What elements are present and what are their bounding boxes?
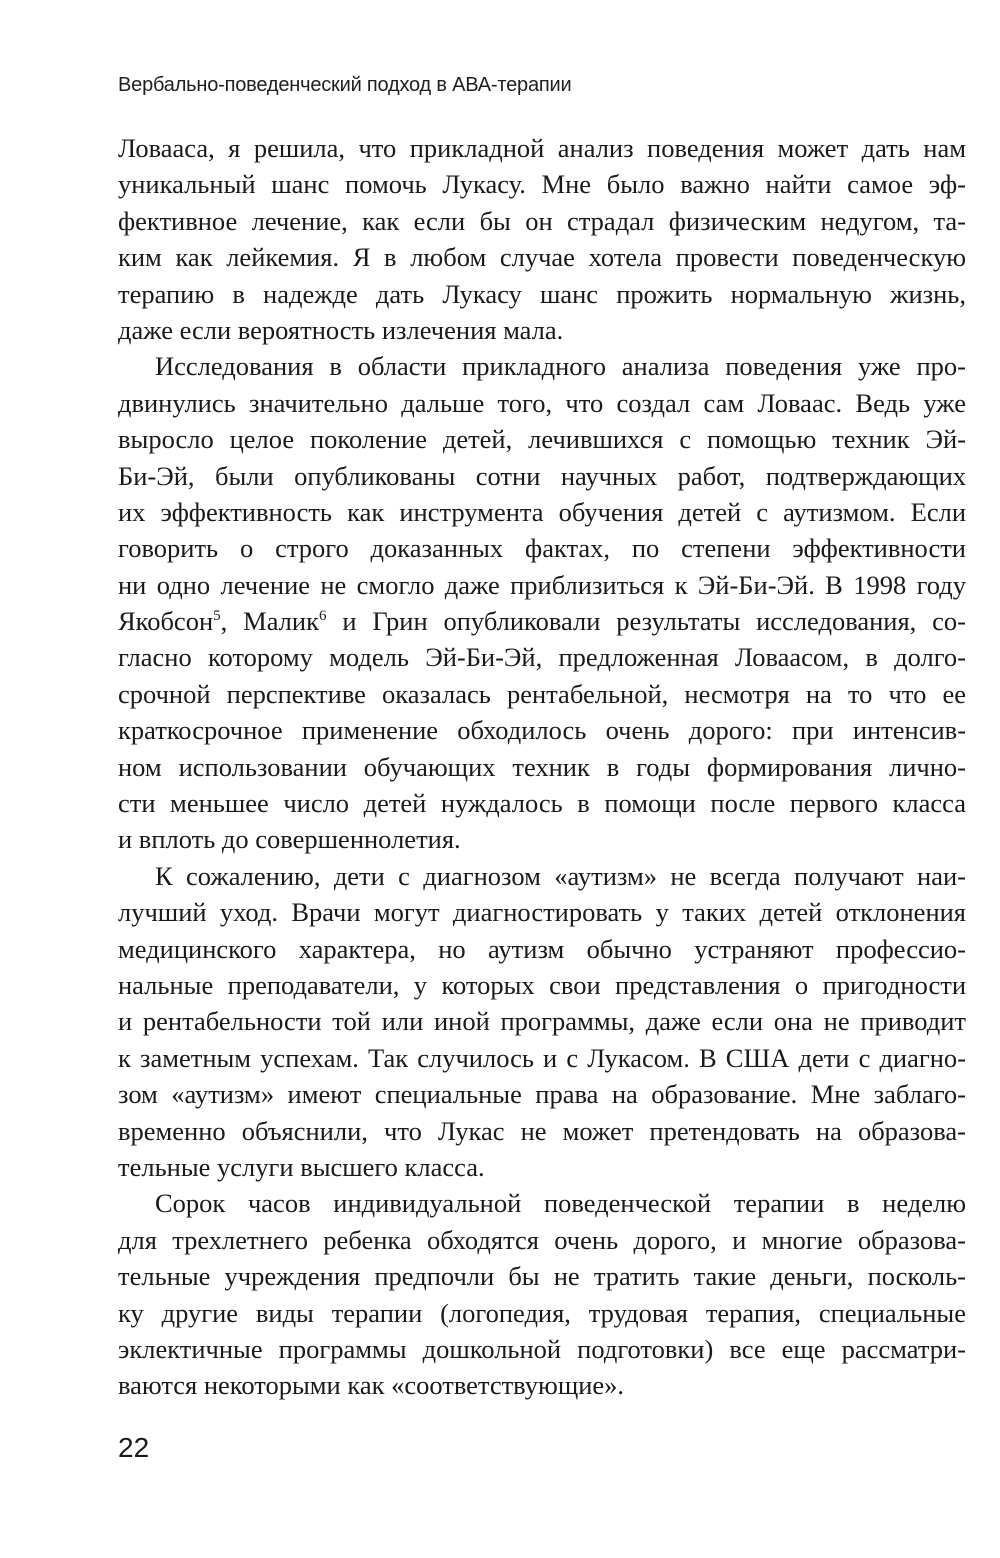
text-line: тельные услуги высшего класса. bbox=[118, 1151, 485, 1182]
text-line: Ловааса, я решила, что прикладной анализ поведения может дать нам bbox=[118, 133, 966, 163]
text-line: говорить о строго доказанных фактах, по степени эффективности bbox=[118, 533, 966, 564]
page-number: 22 bbox=[118, 1432, 150, 1463]
text-line: Исследования в области прикладного анализа поведения уже про- bbox=[155, 351, 966, 382]
text-line: ку другие виды терапии (логопедия, трудовая терапия, специальные bbox=[118, 1297, 966, 1328]
footnote-ref-5[interactable]: 5 bbox=[213, 608, 221, 625]
text-fragment: Якобсон bbox=[118, 606, 214, 637]
text-line: гласно которому модель Эй-Би-Эй, предложенная Ловаасом, в долго- bbox=[118, 642, 966, 673]
text-line: Би-Эй, были опубликованы сотни научных работ, подтверждающих bbox=[118, 460, 966, 491]
text-line: ваются некоторыми как «соответствующие». bbox=[118, 1370, 625, 1401]
text-line: уникальный шанс помочь Лукасу. Мне было важно найти самое эф- bbox=[118, 169, 966, 200]
text-line: их эффективность как инструмента обучения детей с аутизмом. Если bbox=[118, 496, 966, 527]
text-line: выросло целое поколение детей, лечившихся с помощью техник Эй- bbox=[118, 424, 966, 455]
text-fragment: , Малик bbox=[220, 606, 319, 637]
text-line: двинулись значительно дальше того, что создал сам Ловаас. Ведь уже bbox=[118, 387, 966, 418]
body-text bbox=[118, 130, 966, 1404]
text-line: фективное лечение, как если бы он страдал физическим недугом, та- bbox=[118, 205, 966, 236]
text-line: ном использовании обучающих техник в годы формирования лично- bbox=[118, 751, 966, 782]
text-line: зом «аутизм» имеют специальные права на образование. Мне заблаго- bbox=[118, 1079, 966, 1110]
text-line: эклектичные программы дошкольной подготовки) все еще рассматри- bbox=[118, 1333, 966, 1364]
text-line: терапию в надежде дать Лукасу шанс прожить нормальную жизнь, bbox=[118, 278, 966, 309]
text-line: ким как лейкемия. Я в любом случае хотела провести поведенческую bbox=[118, 242, 966, 273]
text-line: к заметным успехам. Так случилось и с Лукасом. В США дети с диагно- bbox=[118, 1042, 966, 1073]
text-line: тельные учреждения предпочли бы не тратить такие деньги, посколь- bbox=[118, 1261, 966, 1292]
paragraph-4 bbox=[118, 1185, 966, 1403]
text-line: медицинского характера, но аутизм обычно устраняют профессио- bbox=[118, 933, 966, 964]
text-line: краткосрочное применение обходилось очень дорого: при интенсив- bbox=[118, 715, 966, 746]
paragraph-2 bbox=[118, 348, 966, 857]
paragraph-3 bbox=[118, 858, 966, 1186]
text-line: сти меньшее число детей нуждалось в помощи после первого класса bbox=[118, 788, 966, 819]
text-line: срочной перспективе оказалась рентабельной, несмотря на то что ее bbox=[118, 678, 966, 709]
text-line: К сожалению, дети с диагнозом «аутизм» не всегда получают наи- bbox=[155, 860, 966, 891]
text-line: для трехлетнего ребенка обходятся очень дорого, и многие образова- bbox=[118, 1224, 966, 1255]
text-line: нальные преподаватели, у которых свои представления о пригодности bbox=[118, 969, 966, 1000]
text-line: и вплоть до совершеннолетия. bbox=[118, 824, 461, 855]
text-line: даже если вероятность излечения мала. bbox=[118, 314, 564, 345]
paragraph-1 bbox=[118, 130, 966, 348]
text-line: временно объяснили, что Лукас не может претендовать на образова- bbox=[118, 1115, 966, 1146]
text-line: Сорок часов индивидуальной поведенческой терапии в неделю bbox=[155, 1188, 966, 1219]
text-line-with-footnotes bbox=[118, 603, 966, 639]
text-line: лучший уход. Врачи могут диагностировать у таких детей отклонения bbox=[118, 897, 966, 928]
running-header: Вербально-поведенческий подход в АВА-терапии bbox=[118, 74, 572, 96]
footnote-ref-6[interactable]: 6 bbox=[318, 608, 327, 625]
text-line: ни одно лечение не смогло даже приблизиться к Эй-Би-Эй. В 1998 году bbox=[118, 569, 966, 600]
text-fragment: и Грин опубликовали результаты исследования, со- bbox=[326, 606, 966, 637]
text-line: и рентабельности той или иной программы, даже если она не приводит bbox=[118, 1006, 966, 1037]
